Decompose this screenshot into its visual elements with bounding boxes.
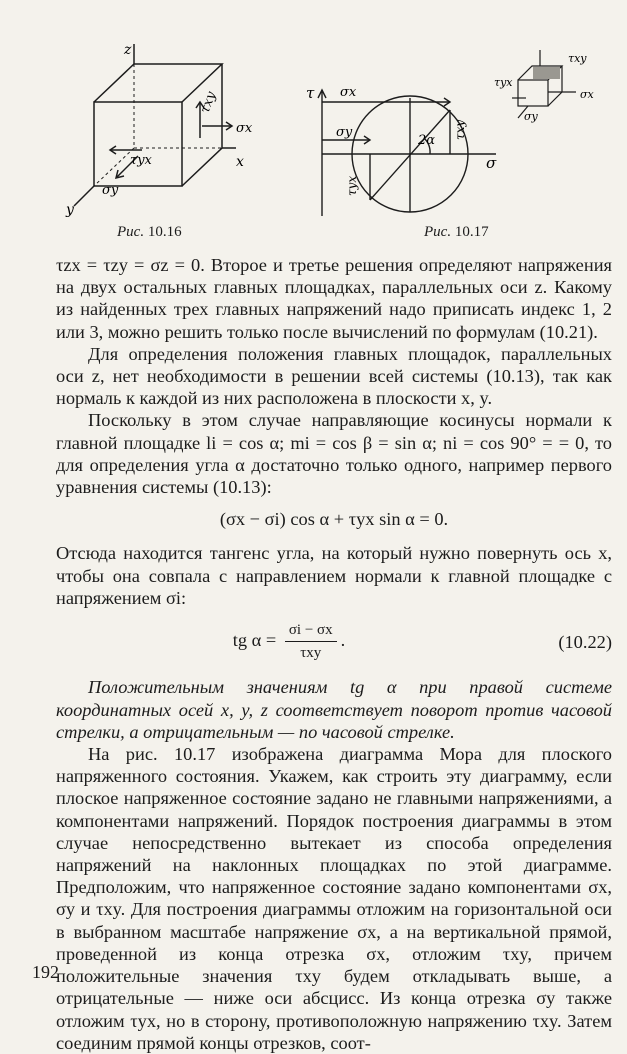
fraction-denominator: τxy [300, 645, 322, 662]
tau-xy-label: τxy [197, 89, 220, 116]
cube-tau-xy-label: τxy [568, 52, 587, 65]
paragraph-5: Положительным значениям tg α при правой системе координатных осей x, y, z соответствует поворот против часовой стрелки, а отрицательным — по часовой стрелке. [56, 677, 612, 742]
tau-yx-dim-label: τyx [345, 175, 359, 196]
paragraph-4: Отсюда находится тангенс угла, на который нужно повернуть ось x, чтобы она совпала с направлением нормали к главной площадке с напряжением σi: [56, 543, 612, 608]
body-text [56, 254, 612, 1054]
sigma-y-dim-label: σy [336, 125, 353, 140]
fraction-numerator: σi − σx [285, 619, 337, 642]
equation-number: (10.22) [558, 631, 612, 652]
equation-10-22: tg α = $\frac{\sigma i - \sigma x}{\text{τxy}}$ . (10.22) [56, 619, 612, 664]
figure-10-16 [60, 38, 270, 218]
tau-yx-label: τyx [130, 153, 152, 168]
paragraph-6: На рис. 10.17 изображена диаграмма Мора для плоского напряженного состояния. Укажем, как строить эту диаграмму, если плоское напряженное состояние задано не главными напряжениями, а компонентами напряжений. Порядок построения диаграммы в этом случае непосредственно вытекает из способа определения напряжений на наклонных площадках по этой диаграмме. Предположим, что напряженное состояние задано компонентами σx, σy и τxy. Для построения диаграммы отложим на горизонтальной оси в выбранном масштабе напряжение σx, а на вертикальной прямой, проведенной из конца отрезка σx, отложим τxy, причем положительные значения τxy будем откладывать выше, а отрицательные — ниже оси абсцисс. Из конца отрезка σy также отложим τyx, но в сторону, противоположную напряжению τxy. Затем соединим прямой концы отрезков, соот- [56, 744, 612, 1053]
caption-label: Рис. [424, 224, 452, 240]
page-number: 192 [32, 962, 59, 982]
paragraph-3: Поскольку в этом случае направляющие косинусы нормали к главной площадке li = cos α; mi = cos β = sin α; ni = cos 90° = = 0, то для определения угла α достаточно только одного, например первого уравнения системы (10.13): [56, 410, 612, 498]
mohr-circle-diagram [300, 40, 610, 220]
cube-sigma-y-label: σy [524, 110, 538, 123]
z-axis-label: z [124, 42, 132, 58]
figure-10-16-caption [117, 224, 182, 241]
x-axis-label: x [236, 154, 244, 170]
cube-sigma-x-label: σx [580, 88, 594, 101]
figure-10-17 [300, 40, 610, 220]
tau-axis-label: τ [306, 84, 315, 102]
shaded-top-face [533, 67, 560, 79]
cube-tau-yx-label: τyx [494, 76, 513, 89]
tau-xy-dim-label: τxy [453, 119, 467, 140]
equation-1 [56, 508, 612, 530]
paragraph-1: τzx = τzy = σz = 0. Второе и третье решения определяют напряжения на двух остальных главных площадках, параллельных оси z. Какому из найденных трех главных напряжений надо приписать индекс 1, 2 или 3, можно решить только после вычислений по формулам (10.21). [56, 255, 612, 342]
cube-diagram [60, 38, 270, 218]
equation-2-fraction [285, 619, 337, 664]
two-alpha-label: 2α [418, 133, 436, 148]
equation-1-body: (σx − σi) cos α + τyx sin α = 0. [219, 509, 449, 530]
caption-number: 10.16 [147, 224, 182, 240]
caption-label: Рис. [117, 224, 145, 240]
paragraph-2: Для определения положения главных площадок, параллельных оси z, нет необходимости в решении всей системы (10.13), так как нормаль к каждой из них расположена в плоскости x, y. [56, 343, 612, 409]
figure-10-17-caption [424, 224, 489, 241]
sigma-x-label: σx [236, 121, 253, 136]
y-axis-label: y [66, 202, 74, 218]
sigma-axis-label: σ [486, 154, 497, 172]
caption-number: 10.17 [454, 224, 489, 240]
sigma-y-label: σy [102, 183, 119, 198]
sigma-x-dim-label: σx [340, 85, 357, 100]
equation-2-lhs: tg α = [232, 629, 277, 650]
